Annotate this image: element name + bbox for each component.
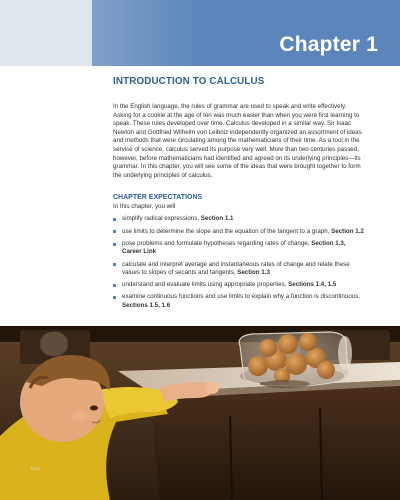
- expectation-item: [113, 261, 365, 278]
- expectation-item: [113, 240, 365, 257]
- expectation-item: [113, 228, 365, 236]
- page-number: NEL: [31, 466, 41, 471]
- expectation-text: understand and evaluate limits using appropriate properties,: [122, 281, 289, 289]
- child-reaching-cookie-jar-illustration: [0, 326, 400, 500]
- expectation-item: [113, 281, 365, 289]
- kitchen-photo: [0, 326, 400, 500]
- expectation-item: [113, 293, 365, 310]
- square-bullet-icon: [113, 230, 116, 233]
- chapter-banner: [0, 0, 400, 66]
- expectation-section: Section 1.1: [200, 215, 234, 223]
- square-bullet-icon: [113, 284, 116, 287]
- expectation-text: calculate and interpret average and instantaneous rates of change and relate these values to slopes of secants and tangents,: [122, 260, 350, 276]
- expectation-item: [113, 215, 365, 223]
- expectation-section: Sections 1.4, 1.5: [288, 281, 337, 289]
- expectations-heading: CHAPTER EXPECTATIONS: [113, 194, 203, 202]
- expectation-text: simplify radical expressions,: [122, 215, 201, 223]
- page-content: [113, 76, 365, 314]
- square-bullet-icon: [113, 263, 116, 266]
- expectation-section: Section 1.3: [237, 268, 270, 276]
- expectation-text: use limits to determine the slope and the equation of the tangent to a graph,: [122, 227, 332, 235]
- square-bullet-icon: [113, 218, 116, 221]
- intro-paragraph: In the English language, the rules of grammar are used to speak and write effectively. Asking for a cookie at the age of ten was much easier than when you were first learning to speak. These rules developed over time. Calculus developed in a similar way. Sir Isaac Newton and Gottfried Wilhelm von Leibniz independently organized an assortment of ideas and methods that were circulating among the mathematicians of their time. As a tool in the service of science, calculus served its purpose very well. More than two centuries passed, however, before mathematicians had identified and agreed on its underlying principles—its grammar. In this chapter, you will see some of the ideas that were brought together to form the underlying principles of calculus.: [113, 103, 362, 179]
- expectation-text: pose problems and formulate hypotheses regarding rates of change,: [122, 239, 312, 247]
- expectation-section: Section 1.3, Career Link: [122, 239, 346, 256]
- section-title: INTRODUCTION TO CALCULUS: [113, 76, 265, 87]
- expectation-section: Section 1.2: [331, 227, 364, 235]
- expectation-text: examine continuous functions and use limits to explain why a function is discontinuous,: [122, 293, 361, 301]
- square-bullet-icon: [113, 243, 116, 246]
- expectations-list: [113, 215, 365, 310]
- expectations-lead: In this chapter, you will: [113, 203, 176, 211]
- square-bullet-icon: [113, 296, 116, 299]
- expectation-section: Sections 1.5, 1.6: [122, 301, 171, 309]
- chapter-title: Chapter 1: [279, 33, 378, 56]
